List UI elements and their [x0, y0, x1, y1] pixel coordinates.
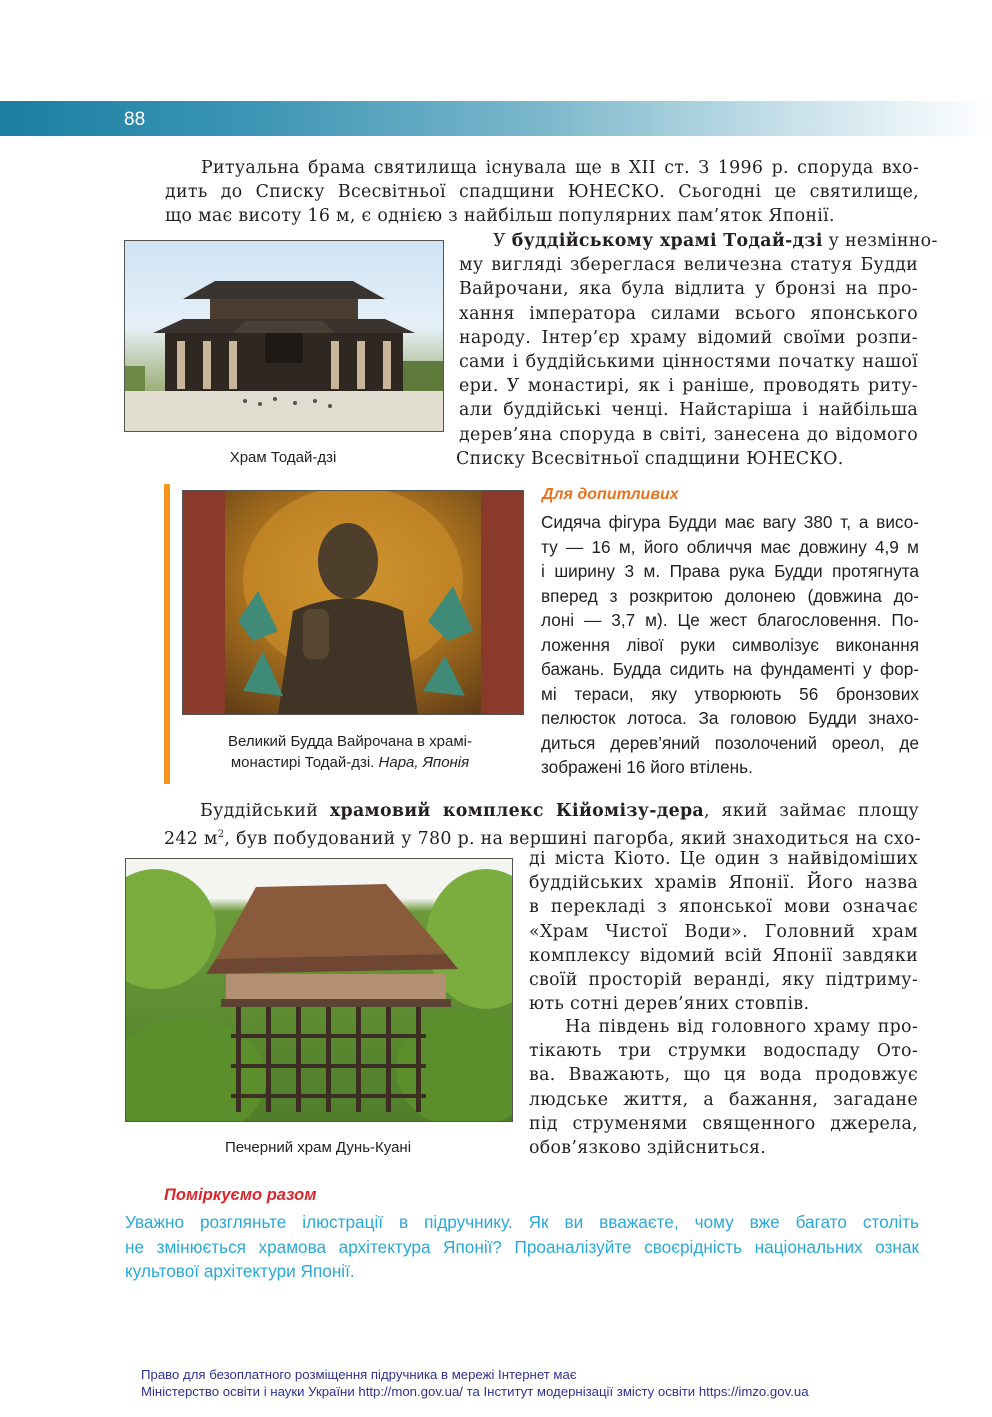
text-line: Ритуальна брама святилища існувала ще в XII ст. З 1996 р. спорудa вхо- [201, 158, 919, 178]
text-line: і ширину 3 м. Права рука Будди протягнута [541, 561, 919, 581]
box-title: Для допитливих [542, 486, 679, 503]
text-line: комплексу відомий всій Японії завдяки [529, 945, 918, 966]
header-bar [0, 101, 992, 136]
text-line: сами і буддійськими цінностями початку нашої [459, 352, 918, 373]
figure3-caption: Печерний храм Дунь-Куані [224, 1139, 412, 1156]
think-text [125, 1210, 919, 1284]
text-line: му вигляді збереглася величезна статуя Будди [459, 255, 918, 276]
kiyomizu-temple-illustration [126, 859, 512, 1121]
text-line: обов’язково здійсниться. [529, 1138, 767, 1159]
todaiji-paragraph [456, 229, 938, 471]
kiyomizu-paragraph [529, 847, 918, 1016]
text-line: пелюсток лотоса. За головою Будди знахо- [541, 708, 919, 728]
page-number: 88 [124, 109, 146, 130]
text-line: Сидяча фігура Будди має вагу 380 т, а висо- [541, 512, 919, 532]
text-line: ють сотні дерев’яних стовпів. [529, 994, 810, 1015]
sidebar-accent-bar [164, 484, 170, 784]
intro-paragraph [165, 156, 919, 229]
text-line: під струменями священного джерела, [529, 1113, 918, 1134]
text-line: хання імператора силами всього японського [459, 303, 918, 324]
text-line: ді міста Кіото. Це один з найвідоміших [529, 849, 918, 869]
footer-line: Міністерство освіти і науки України http://mon.gov.ua/ та Інститут модернізації змісту освіти https://imzo.gov.ua [141, 1384, 809, 1399]
text-line: в перекладі з японської мови означає [529, 897, 918, 918]
text-line: диться дерев’яний позолочений ореол, де [541, 732, 919, 753]
text-line: своїй просторій веранді, яку підтриму- [529, 970, 918, 991]
text-line: зображені 16 його втілень. [541, 757, 753, 777]
text-line: людське життя, а бажання, загадане [529, 1089, 918, 1110]
todaiji-temple-illustration [125, 241, 443, 431]
box-text [541, 510, 919, 780]
great-buddha-photo [182, 490, 524, 715]
text-line: мі тераси, яку утворюють 56 бронзових [541, 683, 919, 704]
text-line: дить до Списку Всесвітньої спадщини ЮНЕСКО. Сьогодні це святилище, [165, 182, 919, 203]
kiyomizu-paragraph-intro [164, 799, 919, 851]
text-line: не змінюється храмова архітектура Японії? Проаналізуйте своєрідність національних ознак [125, 1236, 919, 1257]
text-line: бажань. Будда сидить на фундаменті у фор- [541, 659, 919, 679]
kiyomizu-temple-photo [125, 858, 513, 1122]
text-line: народу. Інтер’єр храму відомий своїми розпи- [459, 327, 918, 348]
text-line: тікають три струмки водоспаду Ото- [529, 1041, 918, 1062]
text-line: ту — 16 м, його обличчя має довжину 4,9 м [541, 536, 919, 557]
text-line: У буддійському храмі Тодай-дзі у незмінно- [493, 231, 938, 251]
text-line: вперед з розкритою долонею (довжина до- [541, 585, 919, 606]
think-title: Поміркуємо разом [164, 1186, 317, 1204]
footer-line: Право для безоплатного розміщення підручника в мережі Інтернет має [141, 1367, 577, 1382]
todaiji-temple-photo [124, 240, 444, 432]
text-line: дерев’яна споруда в світі, занесена до відомого [459, 424, 918, 445]
text-line: ложення лівої руки символізує виконання [541, 634, 919, 655]
text-line: ва. Вважають, що ця вода продовжує [529, 1065, 918, 1086]
text-line: «Храм Чистої Води». Головний храм [529, 921, 918, 942]
text-line: лоні — 3,7 м). Це жест благословення. По- [541, 610, 919, 630]
text-line: али буддійські ченці. Найстаріша і найбільша [459, 400, 918, 421]
great-buddha-illustration [183, 491, 523, 714]
text-line: Буддійський храмовий комплекс Кійомізу-дера, який займає площу [200, 801, 920, 821]
figure2-caption [200, 731, 500, 773]
footer [141, 1366, 809, 1400]
figure1-caption: Храм Тодай-дзі [229, 449, 337, 466]
text-line: Вайрочани, яка була відлита у бронзі на про- [459, 279, 918, 300]
text-line: На південь від головного храму про- [565, 1017, 918, 1037]
caption-line: монастирі Тодай-дзі. Нара, Японія [230, 754, 470, 771]
text-line: культової архітектури Японії. [125, 1261, 355, 1281]
caption-line: Великий Будда Вайрочана в храмі- [228, 733, 472, 750]
text-line: ери. У монастирі, як і раніше, проводять риту- [459, 376, 918, 397]
text-line: Уважно розгляньте ілюстрації в підручнику. Як ви вважаєте, чому вже багато століть [125, 1212, 919, 1232]
text-line: Списку Всесвітньої спадщини ЮНЕСКО. [456, 448, 844, 469]
text-line: що має висоту 16 м, є однією з найбільш популярних пам’яток Японії. [165, 206, 835, 227]
text-line: 242 $м^2$, був побудований у 780 р. на вершині пагорба, який знаходиться на схо- [164, 829, 921, 849]
otowa-paragraph [529, 1015, 918, 1160]
text-line: буддійських храмів Японії. Його назва [529, 873, 918, 894]
